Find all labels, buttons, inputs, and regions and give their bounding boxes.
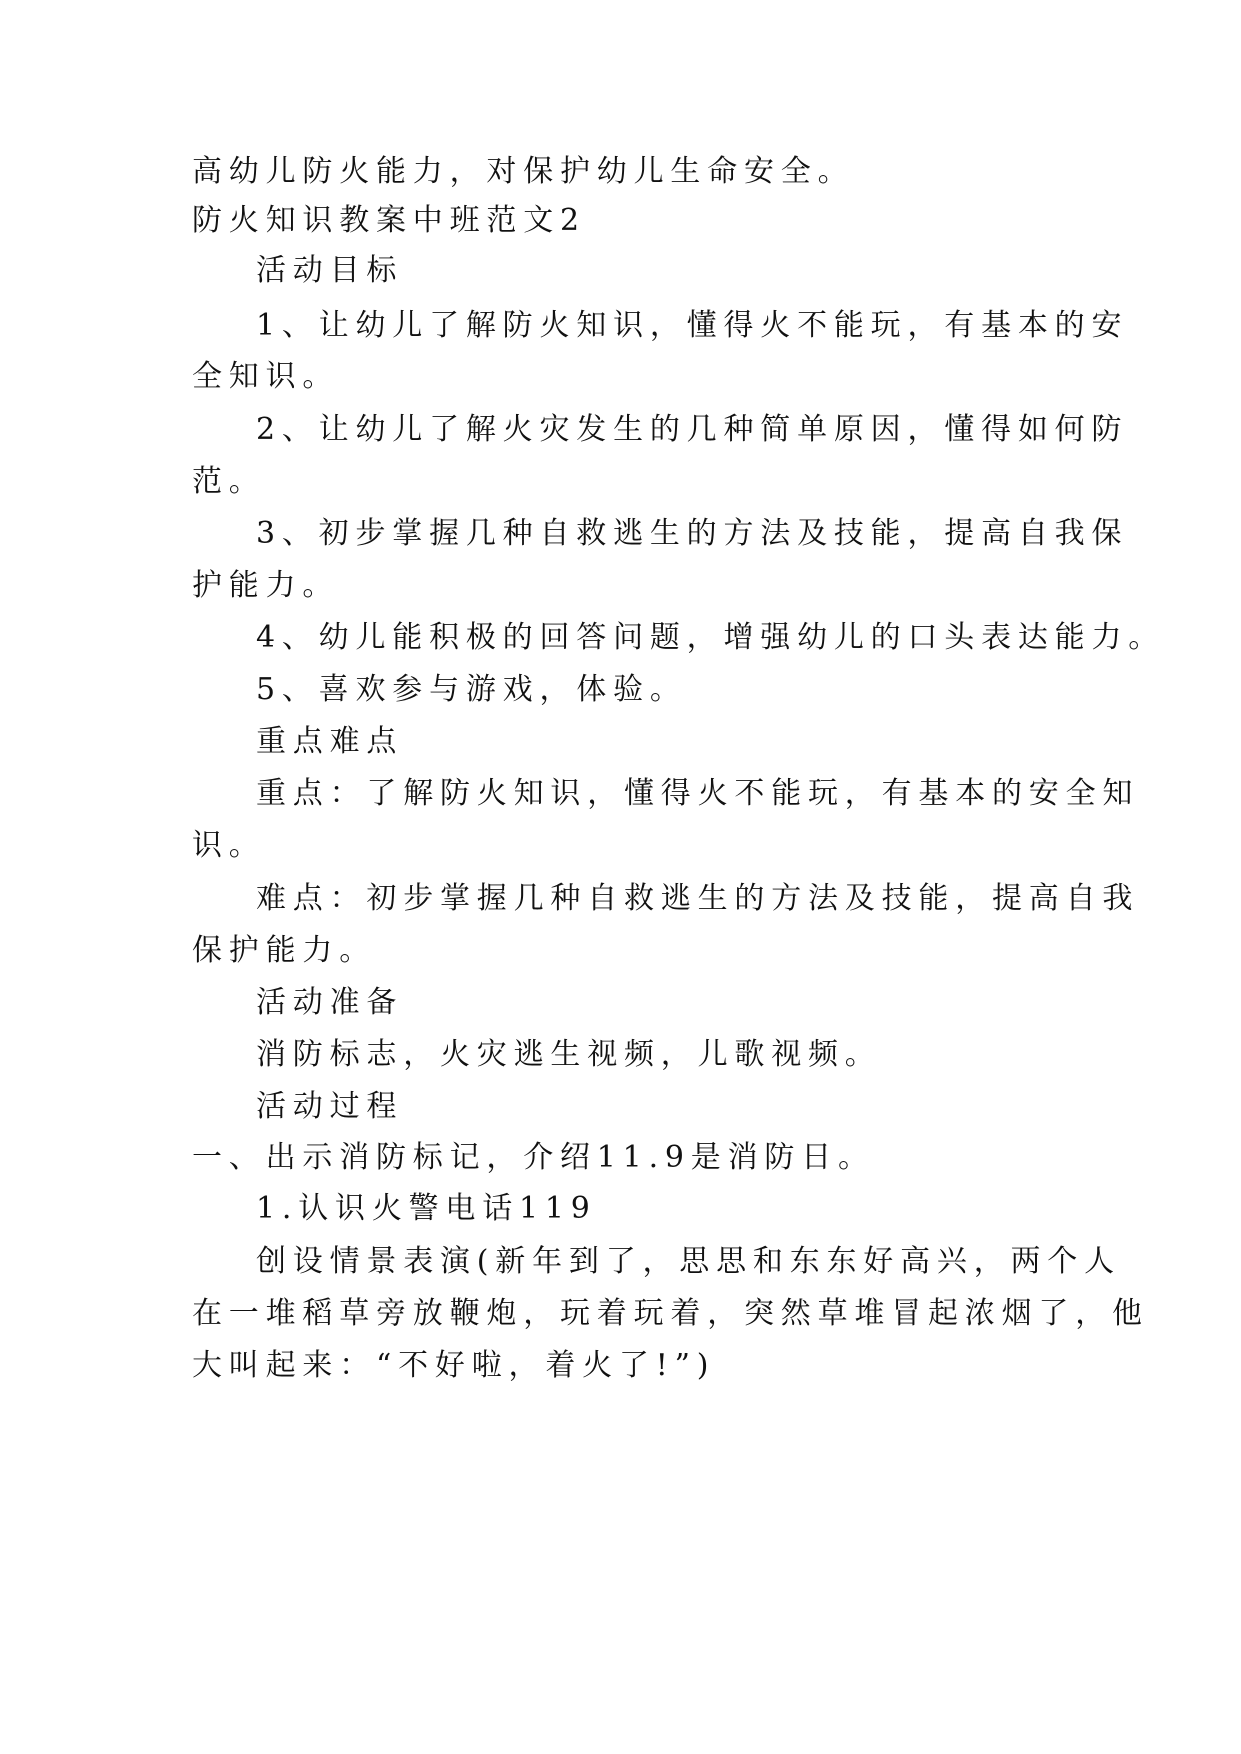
heading-activity-goals: 活动目标 — [256, 253, 404, 288]
heading-preparation: 活动准备 — [256, 985, 404, 1020]
goal-item-2: 2、让幼儿了解火灾发生的几种简单原因，懂得如何防 — [256, 412, 1129, 447]
difficult-point-cont: 保护能力。 — [192, 933, 376, 968]
goal-item-1-cont: 全知识。 — [192, 359, 340, 394]
goal-item-5: 5、喜欢参与游戏，体验。 — [256, 672, 687, 707]
goal-item-2-cont: 范。 — [192, 464, 266, 499]
key-point-cont: 识。 — [192, 828, 266, 863]
scenario-text-cont-2: 大叫起来：“不好啦，着火了!”) — [192, 1348, 716, 1383]
section-title: 防火知识教案中班范文2 — [192, 203, 586, 238]
process-step-1: 一、出示消防标记，介绍11.9是消防日。 — [192, 1140, 875, 1175]
heading-process: 活动过程 — [256, 1089, 404, 1124]
goal-item-3: 3、初步掌握几种自救逃生的方法及技能，提高自我保 — [256, 516, 1129, 551]
difficult-point: 难点：初步掌握几种自救逃生的方法及技能，提高自我 — [256, 881, 1140, 916]
goal-item-3-cont: 护能力。 — [192, 568, 340, 603]
process-substep-1: 1.认识火警电话119 — [256, 1191, 597, 1226]
key-point: 重点：了解防火知识，懂得火不能玩，有基本的安全知 — [256, 776, 1140, 811]
goal-item-1: 1、让幼儿了解防火知识，懂得火不能玩，有基本的安 — [256, 308, 1129, 343]
scenario-text: 创设情景表演(新年到了，思思和东东好高兴，两个人 — [256, 1244, 1121, 1279]
goal-item-4: 4、幼儿能积极的回答问题，增强幼儿的口头表达能力。 — [256, 620, 1166, 655]
heading-key-points: 重点难点 — [256, 724, 404, 759]
scenario-text-cont: 在一堆稻草旁放鞭炮，玩着玩着，突然草堆冒起浓烟了，他 — [192, 1296, 1149, 1331]
text-line: 高幼儿防火能力，对保护幼儿生命安全。 — [192, 154, 855, 189]
preparation-text: 消防标志，火灾逃生视频，儿歌视频。 — [256, 1037, 882, 1072]
